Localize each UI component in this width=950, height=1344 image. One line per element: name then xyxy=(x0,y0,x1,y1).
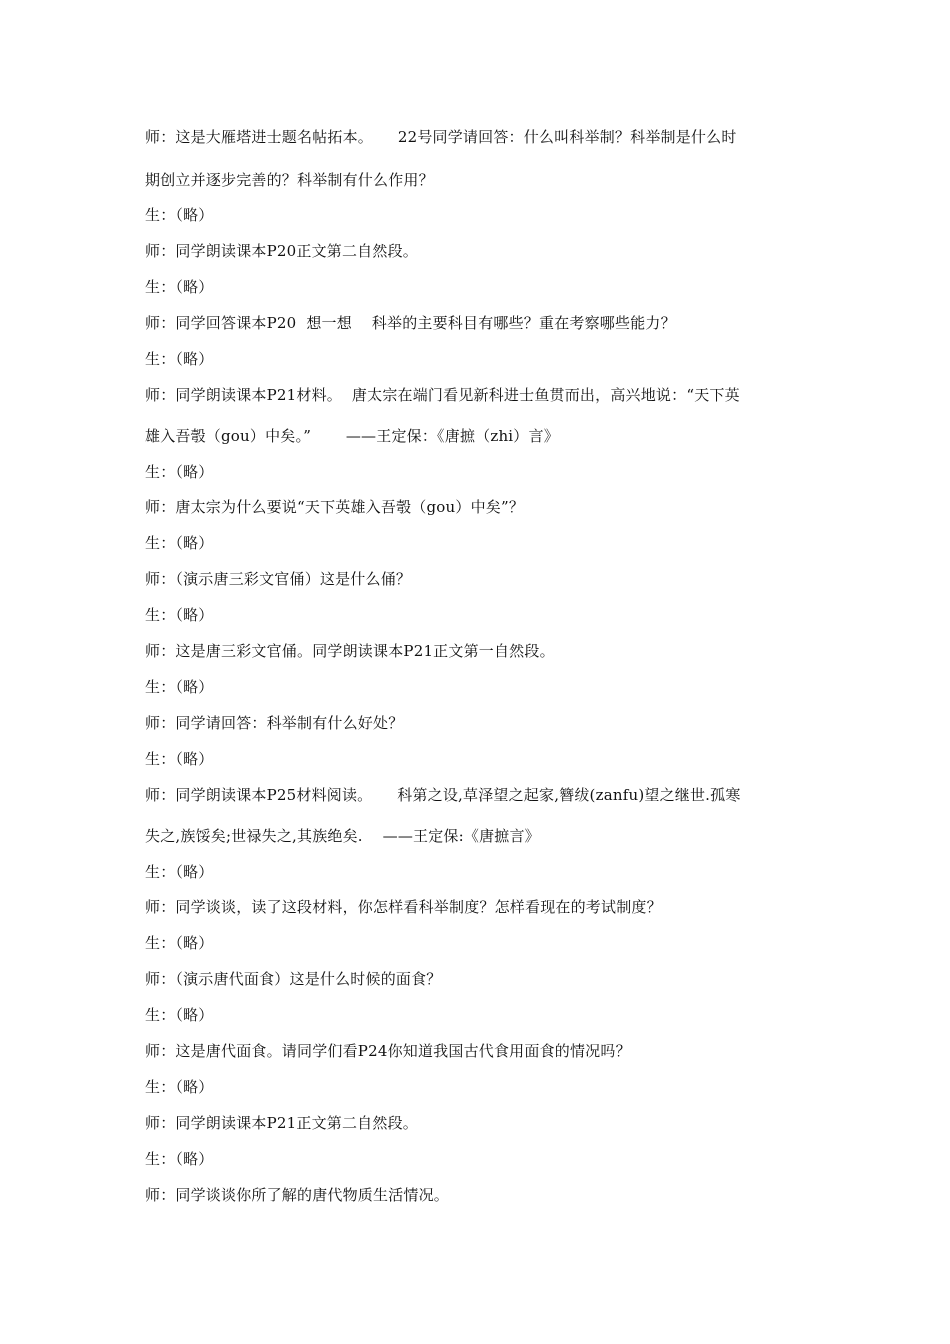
text-line: 雄入吾彀（gou）中矣。” ——王定保：《唐摭（zhi）言》 xyxy=(145,427,559,445)
text-line: 生：（略） xyxy=(145,206,214,224)
text-line: 师：同学回答课本P20 想一想 科举的主要科目有哪些？重在考察哪些能力？ xyxy=(145,314,676,332)
text-line: 期创立并逐步完善的？科举制有什么作用？ xyxy=(145,171,434,189)
text-line: 师：同学谈谈你所了解的唐代物质生活情况。 xyxy=(145,1186,450,1204)
text-line: 生：（略） xyxy=(145,678,214,696)
text-line: 生：（略） xyxy=(145,606,214,624)
text-line: 生：（略） xyxy=(145,278,214,296)
text-line: 师：同学朗读课本P25材料阅读。 科第之设,草泽望之起家,簪绂(zanfu)望之继世.孤寒 xyxy=(145,786,741,804)
text-line: 生：（略） xyxy=(145,534,214,552)
text-line: 生：（略） xyxy=(145,863,214,881)
text-line: 师：同学请回答：科举制有什么好处？ xyxy=(145,714,404,732)
text-line: 师：同学谈谈，读了这段材料，你怎样看科举制度？怎样看现在的考试制度？ xyxy=(145,898,662,916)
text-line: 生：（略） xyxy=(145,350,214,368)
text-line: 师：唐太宗为什么要说“天下英雄入吾彀（gou）中矣”？ xyxy=(145,498,525,516)
text-line: 师：这是唐三彩文官俑。同学朗读课本P21正文第一自然段。 xyxy=(145,642,555,660)
text-line: 师：这是唐代面食。请同学们看P24你知道我国古代食用面食的情况吗？ xyxy=(145,1042,631,1060)
text-line: 师：同学朗读课本P21正文第二自然段。 xyxy=(145,1114,418,1132)
text-line: 生：（略） xyxy=(145,934,214,952)
text-line: 生：（略） xyxy=(145,1006,214,1024)
text-line: 师：同学朗读课本P21材料。 唐太宗在端门看见新科进士鱼贯而出，高兴地说：“天下英 xyxy=(145,386,740,404)
text-line: 失之,族馁矣;世禄失之,其族绝矣. ——王定保:《唐摭言》 xyxy=(145,827,540,845)
text-line: 师：（演示唐三彩文官俑）这是什么俑？ xyxy=(145,570,412,588)
text-line: 师：同学朗读课本P20正文第二自然段。 xyxy=(145,242,418,260)
text-line: 生：（略） xyxy=(145,1150,214,1168)
text-line: 生：（略） xyxy=(145,750,214,768)
text-line: 生：（略） xyxy=(145,1078,214,1096)
text-line: 师：这是大雁塔进士题名帖拓本。 22号同学请回答：什么叫科举制？科举制是什么时 xyxy=(145,128,737,146)
text-line: 师：（演示唐代面食）这是什么时候的面食？ xyxy=(145,970,442,988)
text-line: 生：（略） xyxy=(145,463,214,481)
